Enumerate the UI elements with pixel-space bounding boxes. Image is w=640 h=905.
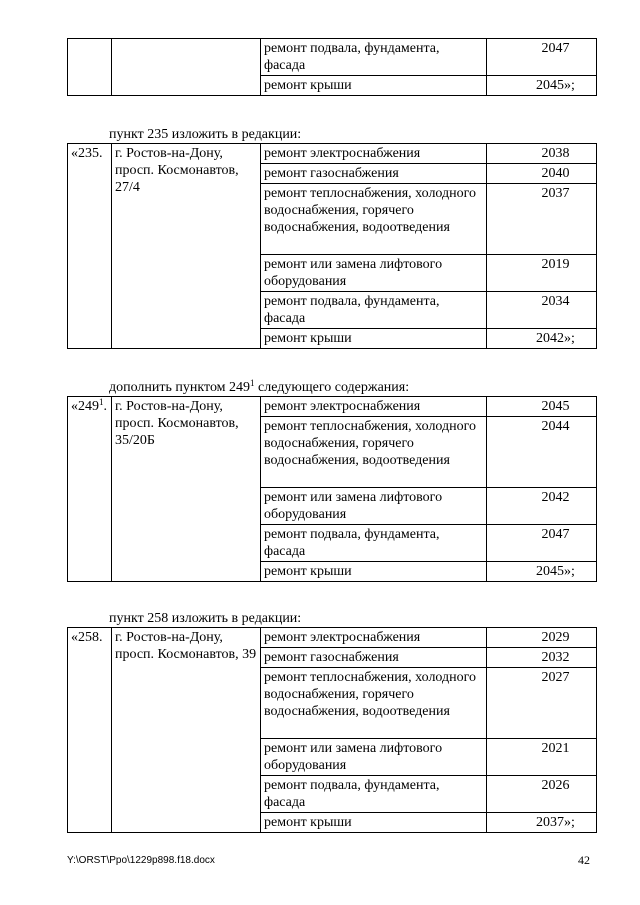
work-cell: ремонт крыши <box>261 329 487 349</box>
year-cell: 2045»; <box>487 562 597 582</box>
work-cell: ремонт или замена лифтового оборудования <box>261 739 487 776</box>
work-cell: ремонт подвала, фундамента, фасада <box>261 776 487 813</box>
intro-superscript: 1 <box>250 378 255 388</box>
year-cell: 2040 <box>487 164 597 184</box>
intro-text: дополнить пунктом 249 <box>109 380 251 395</box>
year-cell: 2029 <box>487 628 597 648</box>
year-cell: 2026 <box>487 776 597 813</box>
section-258-intro: пункт 258 изложить в редакции: <box>109 611 302 626</box>
work-cell: ремонт теплоснабжения, холодного водоснабжения, горячего водоснабжения, водоотведения <box>261 668 487 739</box>
year-cell: 2042»; <box>487 329 597 349</box>
work-cell: ремонт электроснабжения <box>261 628 487 648</box>
year-cell: 2032 <box>487 648 597 668</box>
year-cell: 2044 <box>487 417 597 488</box>
year-cell: 2034 <box>487 292 597 329</box>
work-cell: ремонт электроснабжения <box>261 397 487 417</box>
work-cell: ремонт крыши <box>261 76 487 96</box>
address-cell: г. Ростов-на-Дону, просп. Космонавтов, 27/4 <box>112 144 261 349</box>
work-cell: ремонт или замена лифтового оборудования <box>261 488 487 525</box>
footer-file-path: Y:\ORST\Ppo\1229p898.f18.docx <box>67 855 215 866</box>
work-cell: ремонт теплоснабжения, холодного водоснабжения, горячего водоснабжения, водоотведения <box>261 417 487 488</box>
year-cell: 2019 <box>487 255 597 292</box>
year-cell: 2037 <box>487 184 597 255</box>
year-cell: 2045 <box>487 397 597 417</box>
section-249-table <box>67 396 597 582</box>
intro-text-end: следующего содержания: <box>254 380 410 395</box>
section-235-table <box>67 143 597 349</box>
item-number-dot: . <box>103 399 107 414</box>
year-cell: 2021 <box>487 739 597 776</box>
section-235-intro: пункт 235 изложить в редакции: <box>109 127 302 142</box>
work-cell: ремонт газоснабжения <box>261 648 487 668</box>
page-number: 42 <box>578 853 590 867</box>
year-cell: 2038 <box>487 144 597 164</box>
work-cell: ремонт теплоснабжения, холодного водоснабжения, горячего водоснабжения, водоотведения <box>261 184 487 255</box>
work-cell: ремонт крыши <box>261 562 487 582</box>
work-cell: ремонт подвала, фундамента, фасада <box>261 525 487 562</box>
item-number-text: «249 <box>71 399 99 414</box>
item-number: «235. <box>68 144 112 349</box>
address-cell: г. Ростов-на-Дону, просп. Космонавтов, 35/20Б <box>112 397 261 582</box>
year-cell: 2027 <box>487 668 597 739</box>
work-cell: ремонт электроснабжения <box>261 144 487 164</box>
year-cell: 2047 <box>487 39 597 76</box>
continuation-table <box>67 38 597 96</box>
address-cell <box>112 39 261 96</box>
year-cell: 2042 <box>487 488 597 525</box>
number-cell <box>68 39 112 96</box>
item-number-superscript: 1 <box>99 397 104 407</box>
work-cell: ремонт подвала, фундамента, фасада <box>261 39 487 76</box>
section-258-table <box>67 627 597 833</box>
section-249-intro <box>109 379 409 396</box>
work-cell: ремонт газоснабжения <box>261 164 487 184</box>
year-cell: 2037»; <box>487 813 597 833</box>
work-cell: ремонт или замена лифтового оборудования <box>261 255 487 292</box>
address-cell: г. Ростов-на-Дону, просп. Космонавтов, 39 <box>112 628 261 833</box>
year-cell: 2045»; <box>487 76 597 96</box>
item-number: «258. <box>68 628 112 833</box>
item-number <box>68 397 112 582</box>
year-cell: 2047 <box>487 525 597 562</box>
work-cell: ремонт крыши <box>261 813 487 833</box>
work-cell: ремонт подвала, фундамента, фасада <box>261 292 487 329</box>
